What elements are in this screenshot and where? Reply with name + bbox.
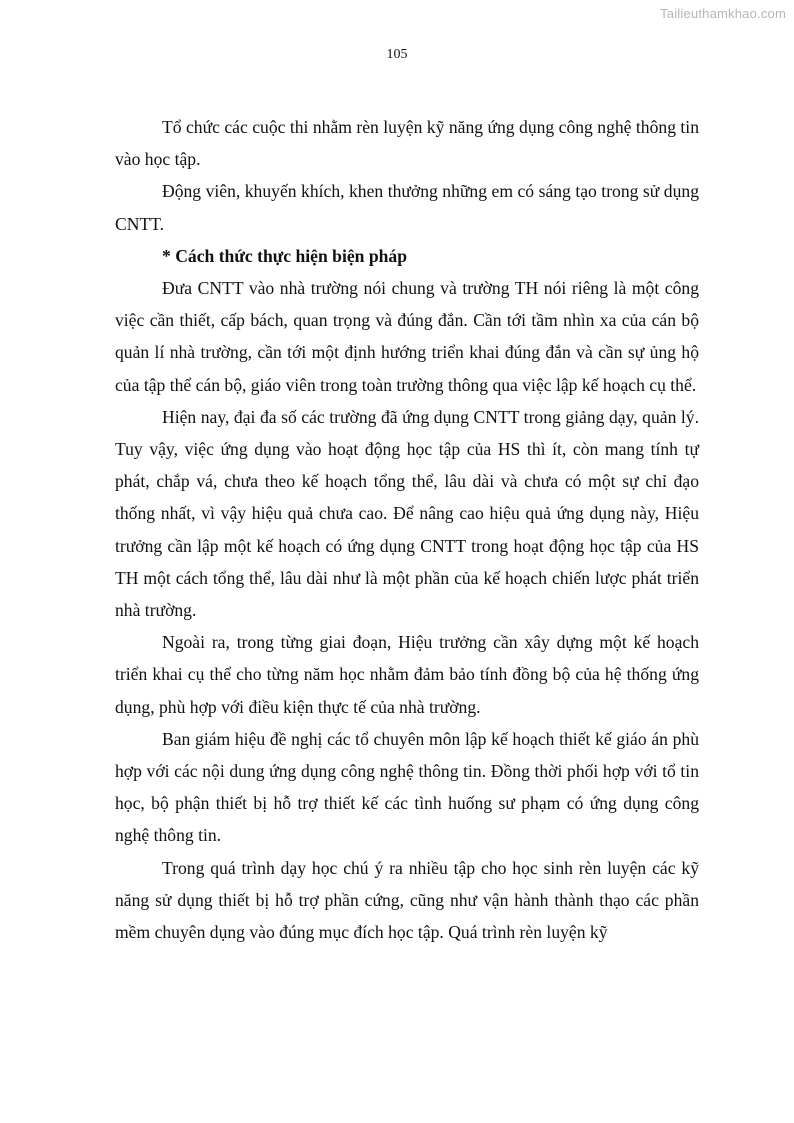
page-number: 105 (386, 47, 408, 62)
paragraph-4: Hiện nay, đại đa số các trường đã ứng dụng CNTT trong giảng dạy, quản lý. Tuy vậy, việc ứng dụng vào hoạt động học tập của HS thì ít, còn mang tính tự phát, chắp vá, chưa theo kế hoạch tổng thể, lâu dài và chưa có một sự chỉ đạo thống nhất, vì vậy hiệu quả chưa cao. Để nâng cao hiệu quả ứng dụng này, Hiệu trưởng cần lập một kế hoạch có ứng dụng CNTT trong hoạt động học tập của HS TH một cách tổng thể, lâu dài như là một phần của kế hoạch chiến lược phát triển nhà trường. (115, 406, 699, 621)
paragraph-2: Động viên, khuyến khích, khen thưởng những em có sáng tạo trong sử dụng CNTT. (115, 181, 699, 234)
document-body (115, 111, 699, 948)
paragraph-6: Ban giám hiệu đề nghị các tổ chuyên môn lập kế hoạch thiết kế giáo án phù hợp với các nội dung ứng dụng công nghệ thông tin. Đồng thời phối hợp với tổ tin học, bộ phận thiết bị hỗ trợ thiết kế các tình huống sư phạm có ứng dụng công nghệ thông tin. (115, 728, 699, 846)
section-heading: * Cách thức thực hiện biện pháp (162, 245, 407, 266)
paragraph-1: Tổ chức các cuộc thi nhằm rèn luyện kỹ năng ứng dụng công nghệ thông tin vào học tập. (115, 117, 699, 170)
watermark-text: Tailieuthamkhao.com (660, 6, 786, 21)
paragraph-3: Đưa CNTT vào nhà trường nói chung và trường TH nói riêng là một công việc cần thiết, cấp bách, quan trọng và đúng đắn. Cần tới tầm nhìn xa của cán bộ quản lí nhà trường, cần tới một định hướng triển khai đúng đắn và cần sự ủng hộ của tập thể cán bộ, giáo viên trong toàn trường thông qua việc lập kế hoạch cụ thể. (115, 278, 699, 395)
paragraph-5: Ngoài ra, trong từng giai đoạn, Hiệu trưởng cần xây dựng một kế hoạch triển khai cụ thể cho từng năm học nhằm đảm bảo tính đồng bộ của hệ thống ứng dụng, phù hợp với điều kiện thực tế của nhà trường. (115, 632, 699, 717)
paragraph-7: Trong quá trình dạy học chú ý ra nhiều tập cho học sinh rèn luyện các kỹ năng sử dụng thiết bị hỗ trợ phần cứng, cũng như vận hành thành thạo các phần mềm chuyên dụng vào đúng mục đích học tập. Quá trình rèn luyện kỹ (115, 857, 699, 943)
